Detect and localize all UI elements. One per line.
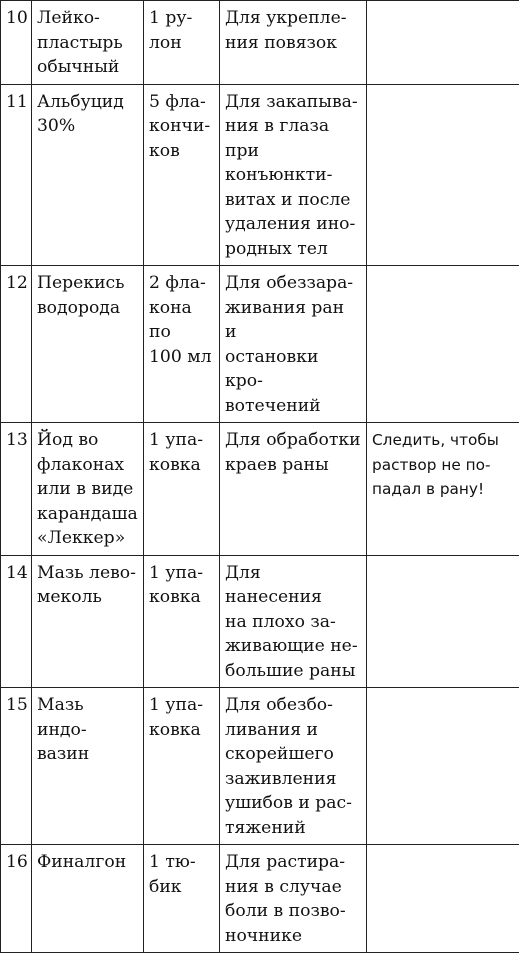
item-quantity: 2 фла- кона по 100 мл bbox=[144, 266, 220, 423]
item-purpose: Для обработки краев раны bbox=[220, 423, 367, 556]
item-name: Перекись водорода bbox=[32, 266, 144, 423]
item-quantity: 1 ру- лон bbox=[144, 1, 220, 85]
row-number: 15 bbox=[1, 688, 32, 845]
item-quantity: 5 фла- кончи- ков bbox=[144, 84, 220, 266]
item-name: Мазь индо- вазин bbox=[32, 688, 144, 845]
row-number: 12 bbox=[1, 266, 32, 423]
item-quantity: 1 тю- бик bbox=[144, 845, 220, 953]
row-number: 11 bbox=[1, 84, 32, 266]
table-row bbox=[1, 845, 519, 953]
item-purpose: Для закапыва- ния в глаза при конъюнкти- витах и после удаления ино- родных тел bbox=[220, 84, 367, 266]
item-name: Лейко- пластырь обычный bbox=[32, 1, 144, 85]
item-quantity: 1 упа- ковка bbox=[144, 423, 220, 556]
item-quantity: 1 упа- ковка bbox=[144, 555, 220, 688]
table-row bbox=[1, 84, 519, 266]
item-purpose: Для нанесения на плохо за- живающие не- большие раны bbox=[220, 555, 367, 688]
row-number: 16 bbox=[1, 845, 32, 953]
row-number: 13 bbox=[1, 423, 32, 556]
item-note bbox=[367, 845, 519, 953]
item-name: Альбуцид 30% bbox=[32, 84, 144, 266]
item-note bbox=[367, 84, 519, 266]
item-name: Йод во флаконах или в виде карандаша «Леккер» bbox=[32, 423, 144, 556]
item-note bbox=[367, 1, 519, 85]
item-note bbox=[367, 688, 519, 845]
item-note bbox=[367, 266, 519, 423]
item-purpose: Для обеззара- живания ран и остановки кро- вотечений bbox=[220, 266, 367, 423]
item-name: Мазь лево- меколь bbox=[32, 555, 144, 688]
table-row bbox=[1, 1, 519, 85]
row-number: 14 bbox=[1, 555, 32, 688]
item-purpose: Для укрепле- ния повязок bbox=[220, 1, 367, 85]
table-row bbox=[1, 423, 519, 556]
table-row bbox=[1, 555, 519, 688]
table-row bbox=[1, 266, 519, 423]
item-purpose: Для растира- ния в случае боли в позво- ночнике bbox=[220, 845, 367, 953]
item-note: Следить, чтобы раствор не по- падал в рану! bbox=[367, 423, 519, 556]
table-row bbox=[1, 688, 519, 845]
item-quantity: 1 упа- ковка bbox=[144, 688, 220, 845]
item-purpose: Для обезбо- ливания и скорейшего заживления ушибов и рас- тяжений bbox=[220, 688, 367, 845]
row-number: 10 bbox=[1, 1, 32, 85]
item-name: Финалгон bbox=[32, 845, 144, 953]
item-note bbox=[367, 555, 519, 688]
